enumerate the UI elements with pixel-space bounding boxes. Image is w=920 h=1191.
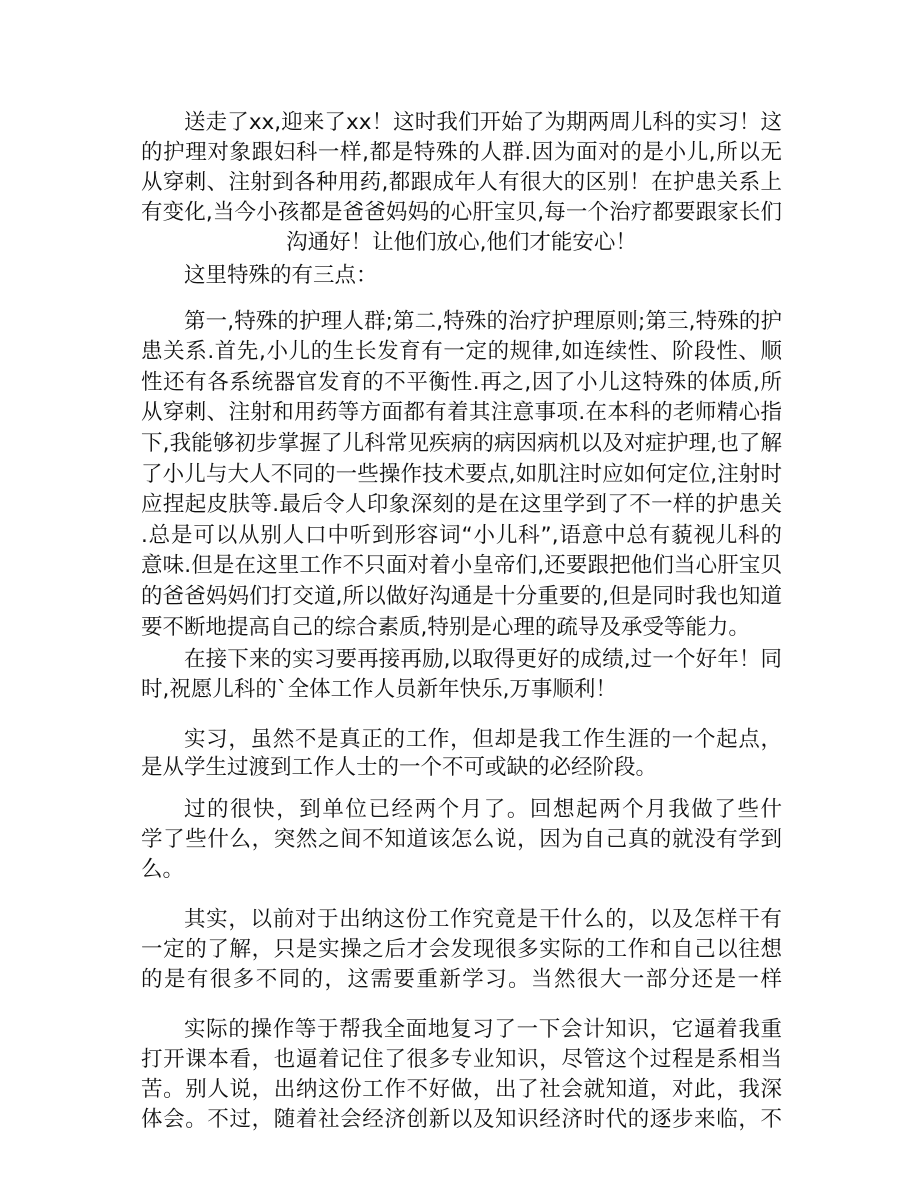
text-line: 从穿刺、注射和用药等方面都有着其注意事项.在本科的老师精心指 (141, 400, 782, 425)
text-line: 应捏起皮肤等.最后令人印象深刻的是在这里学到了不一样的护患关 (141, 492, 782, 517)
text-line: 打开课本看，也逼着记住了很多专业知识，尽管这个过程是系相当 (141, 1047, 782, 1072)
text-line: 学了些什么，突然之间不知道该怎么说，因为自己真的就没有学到 (141, 827, 782, 852)
text-line: 要不断地提高自己的综合素质,特别是心理的疏导及承受等能力。 (141, 615, 750, 640)
text-line: 的是有很多不同的，这需要重新学习。当然很大一部分还是一样 (141, 967, 782, 992)
text-line: 体会。不过，随着社会经济创新以及知识经济时代的逐步来临，不 (141, 1107, 782, 1132)
text-line: 沟通好！让他们放心,他们才能安心！ (286, 230, 637, 255)
text-line: 是从学生过渡到工作人士的一个不可或缺的必经阶段。 (141, 755, 658, 780)
text-line: .总是可以从别人口中听到形容词“小儿科”,语意中总有藐视儿科的 (141, 523, 782, 548)
text-line: 一定的了解，只是实操之后才会发现很多实际的工作和自己以往想 (141, 937, 782, 962)
text-line: 实际的操作等于帮我全面地复习了一下会计知识，它逼着我重 (184, 1017, 782, 1042)
text-line: 其实，以前对于出纳这份工作究竟是干什么的，以及怎样干有 (184, 907, 782, 932)
text-line: 性还有各系统器官发育的不平衡性.再之,因了小儿这特殊的体质,所 (141, 370, 782, 395)
text-line: 苦。别人说，出纳这份工作不好做，出了社会就知道，对此，我深 (141, 1077, 782, 1102)
text-line: 的爸爸妈妈们打交道,所以做好沟通是十分重要的,但是同时我也知道 (141, 584, 782, 609)
text-line: 时,祝愿儿科的`全体工作人员新年快乐,万事顺利！ (141, 677, 617, 702)
text-line: 在接下来的实习要再接再励,以取得更好的成绩,过一个好年！同 (184, 647, 782, 672)
text-line: 患关系.首先,小儿的生长发育有一定的规律,如连续性、阶段性、顺 (141, 339, 782, 364)
text-line: 有变化,当今小孩都是爸爸妈妈的心肝宝贝,每一个治疗都要跟家长们 (141, 200, 782, 225)
text-line: 这里特殊的有三点： (184, 263, 378, 288)
text-line: 么。 (141, 857, 185, 882)
text-line: 从穿刺、注射到各种用药,都跟成年人有很大的区别！在护患关系上 (141, 170, 782, 195)
text-line: 了小儿与大人不同的一些操作技术要点,如肌注时应如何定位,注射时 (141, 462, 782, 487)
text-line: 实习，虽然不是真正的工作，但却是我工作生涯的一个起点， (184, 727, 782, 752)
text-line: 第一,特殊的护理人群;第二,特殊的治疗护理原则;第三,特殊的护 (184, 309, 782, 334)
text-line: 下,我能够初步掌握了儿科常见疾病的病因病机以及对症护理,也了解 (141, 431, 782, 456)
text-line: 意味.但是在这里工作不只面对着小皇帝们,还要跟把他们当心肝宝贝 (141, 553, 782, 578)
text-line: 过的很快，到单位已经两个月了。回想起两个月我做了些什 (184, 797, 782, 822)
text-line: 的护理对象跟妇科一样,都是特殊的人群.因为面对的是小儿,所以无 (141, 140, 782, 165)
text-line: 送走了xx,迎来了xx！这时我们开始了为期两周儿科的实习！这 (184, 110, 782, 135)
